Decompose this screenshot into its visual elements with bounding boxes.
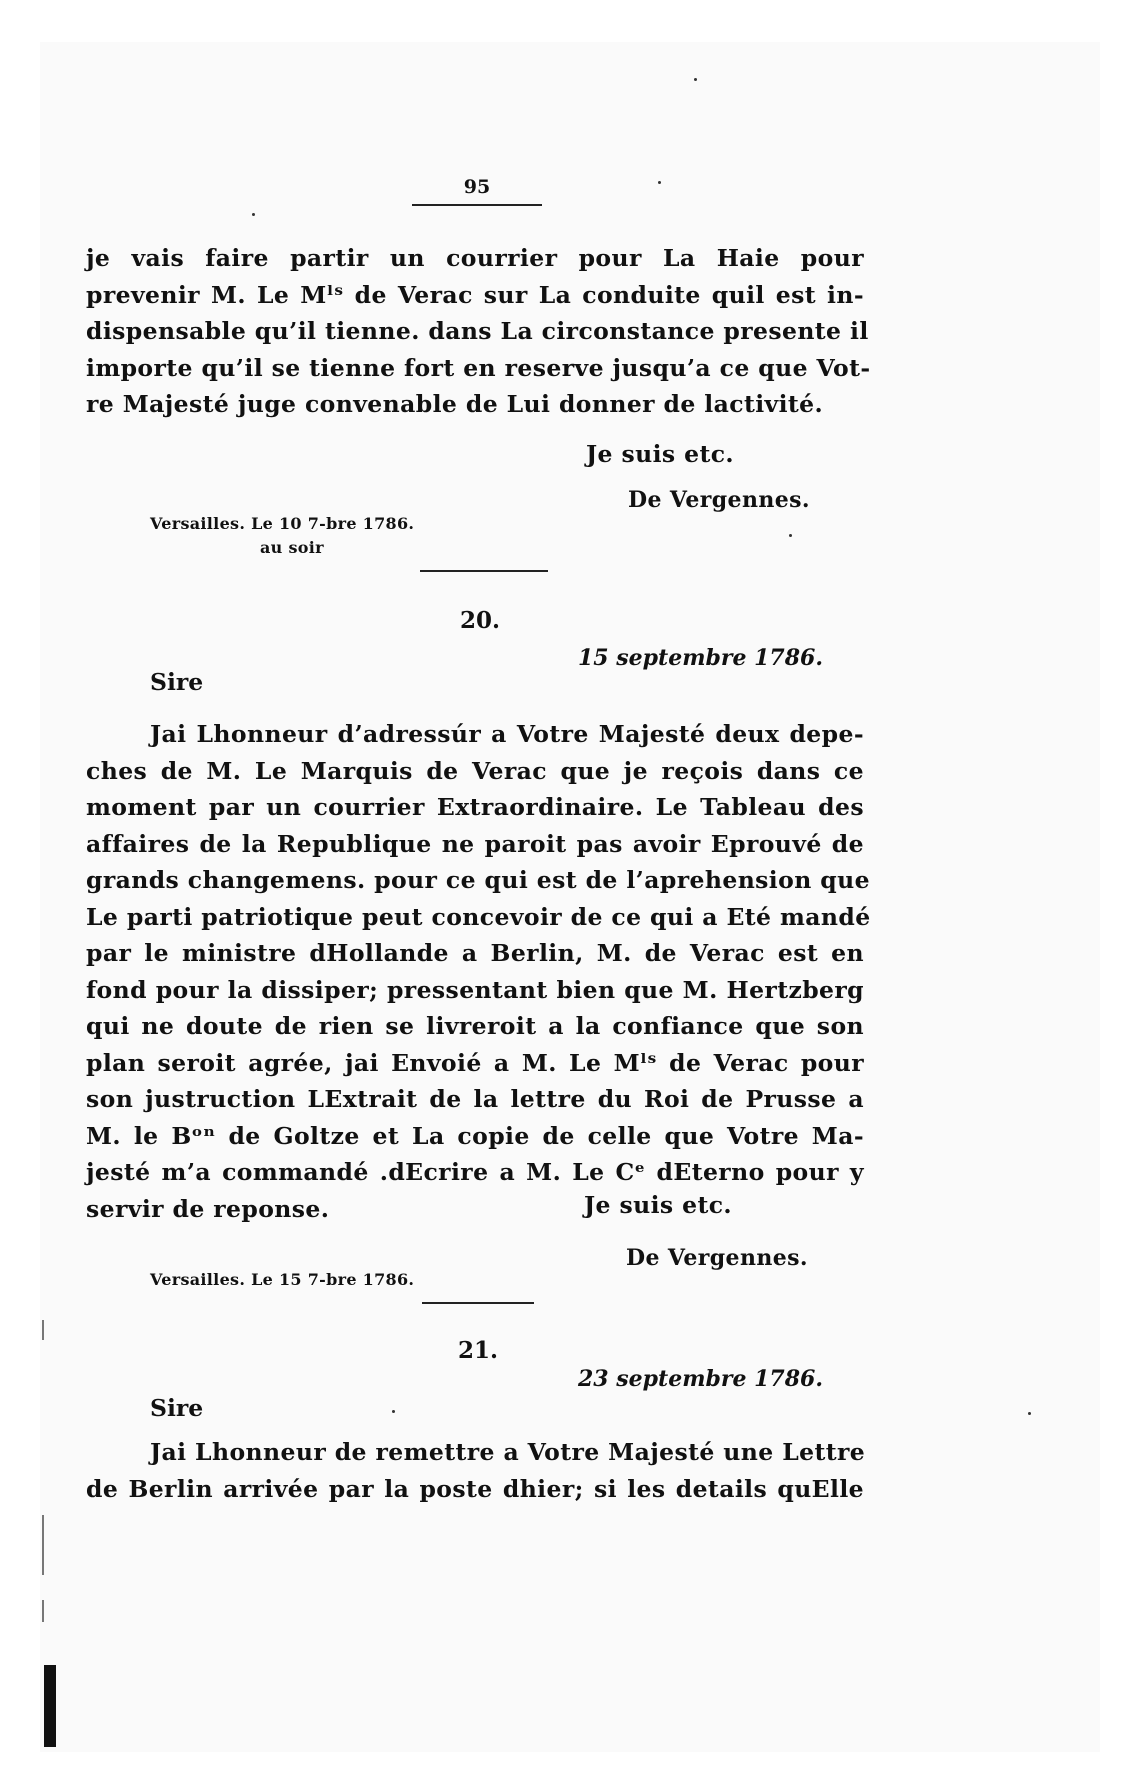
letter-19-place-date: Versailles. Le 10 7-bre 1786.	[150, 514, 415, 533]
text-line: re Majesté juge convenable de Lui donner de lactivité.	[86, 390, 824, 418]
text-line: importe qu’il se tienne fort en reserve jusqu’a ce que Vot-	[86, 353, 871, 382]
letter-19-place-date-note: au soir	[260, 538, 324, 557]
text-line: qui ne doute de rien se livreroit a la confiance que son	[86, 1012, 864, 1040]
scan-speck	[1028, 1412, 1031, 1415]
scan-speck	[658, 181, 661, 184]
letter-20-date: 15 septembre 1786.	[578, 645, 823, 671]
letter-21-text	[86, 1434, 864, 1507]
text-line: Jai Lhonneur de remettre a Votre Majesté une Lettre	[150, 1438, 866, 1466]
letter-separator	[422, 1302, 534, 1304]
scan-margin-bar	[44, 1665, 56, 1747]
letter-20-signature: De Vergennes.	[626, 1245, 808, 1271]
text-line: par le ministre dHollande a Berlin, M. de Verac est en	[86, 939, 864, 967]
text-line: grands changemens. pour ce qui est de l’aprehension que	[86, 866, 870, 894]
text-line: plan seroit agrée, jai Envoié a M. Le Mˡˢ de Verac pour	[86, 1048, 864, 1077]
text-line: servir de reponse.	[86, 1194, 330, 1223]
letter-19-signature: De Vergennes.	[628, 487, 810, 513]
text-line: je vais faire partir un courrier pour La Haie pour	[86, 244, 864, 272]
letter-20-salutation: Sire	[150, 668, 204, 696]
text-line: fond pour la dissiper; pressentant bien que M. Hertzberg	[86, 975, 864, 1004]
text-line: M. le Bᵒⁿ de Goltze et La copie de celle que Votre Ma-	[86, 1121, 864, 1150]
scan-speck	[392, 1410, 395, 1413]
letter-19-closing: Je suis etc.	[586, 440, 735, 468]
text-line: jesté m’a commandé .dEcrire a M. Le Cᵉ dEterno pour y	[86, 1158, 864, 1186]
text-line: ches de M. Le Marquis de Verac que je reçois dans ce	[86, 756, 864, 785]
scan-margin-mark	[42, 1320, 44, 1340]
text-line: Jai Lhonneur d’adressúr a Votre Majesté deux depe-	[150, 720, 864, 748]
letter-19-text	[86, 240, 871, 423]
page-number: 95	[463, 176, 491, 198]
letter-separator	[420, 570, 548, 572]
scan-margin-mark	[42, 1515, 44, 1575]
scan-speck	[789, 534, 792, 537]
letter-20-closing: Je suis etc.	[584, 1191, 733, 1219]
text-line: dispensable qu’il tienne. dans La circonstance presente il	[86, 317, 869, 345]
text-line: son justruction LExtrait de la lettre du Roi de Prusse a	[86, 1085, 864, 1113]
scan-speck	[694, 78, 697, 81]
letter-21-number: 21.	[458, 1337, 499, 1364]
scan-margin-mark	[42, 1600, 44, 1622]
page-number-rule	[412, 204, 542, 206]
letter-21-salutation: Sire	[150, 1394, 204, 1422]
text-line: de Berlin arrivée par la poste dhier; si les details quElle	[86, 1474, 864, 1503]
letter-20-number: 20.	[460, 607, 501, 634]
letter-20-place-date: Versailles. Le 15 7-bre 1786.	[150, 1270, 415, 1289]
text-line: Le parti patriotique peut concevoir de ce qui a Eté mandé	[86, 902, 871, 931]
text-line: affaires de la Republique ne paroit pas avoir Eprouvé de	[86, 829, 864, 858]
letter-20-text	[86, 716, 871, 1227]
scan-speck	[252, 213, 255, 216]
text-line: prevenir M. Le Mˡˢ de Verac sur La conduite quil est in-	[86, 280, 864, 309]
letter-21-date: 23 septembre 1786.	[578, 1366, 823, 1392]
text-line: moment par un courrier Extraordinaire. Le Tableau des	[86, 793, 864, 821]
